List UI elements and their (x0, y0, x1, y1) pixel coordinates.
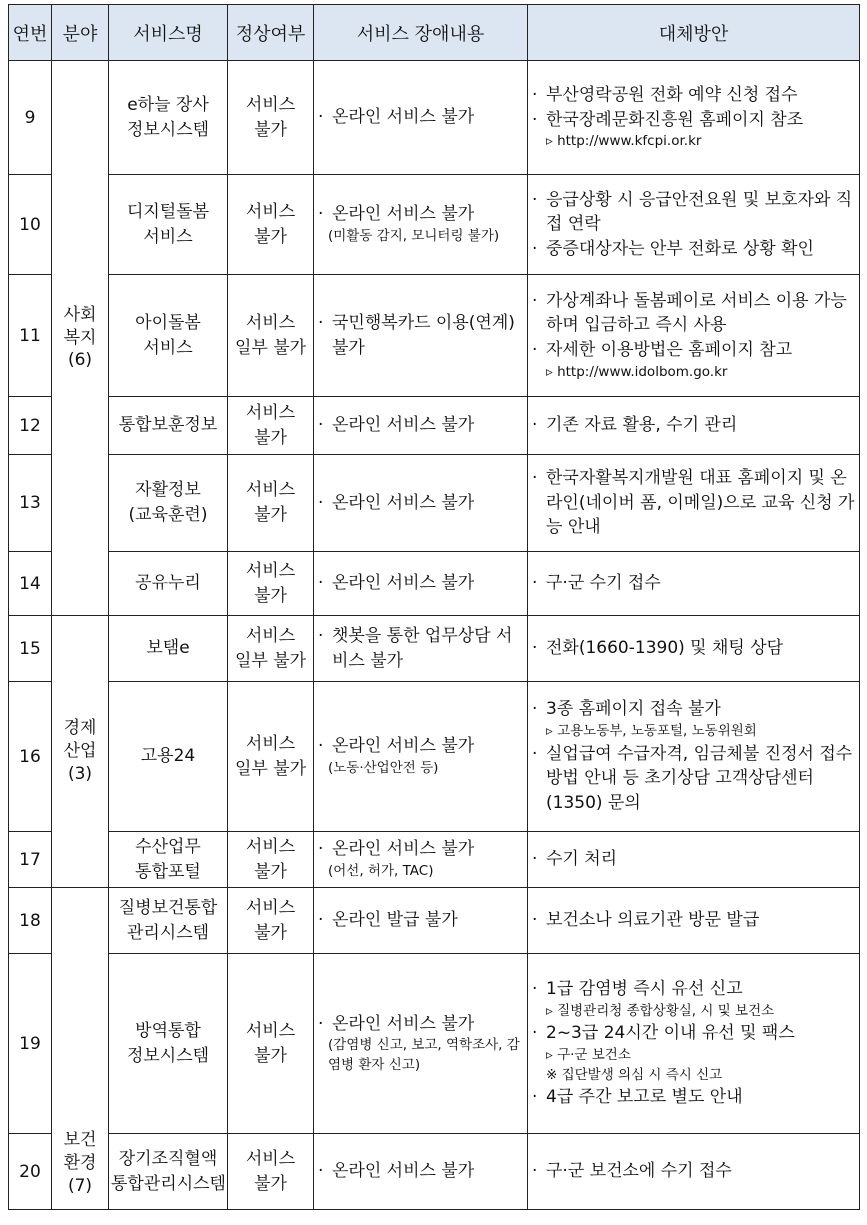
field-health: 보건 환경 (7) (52, 888, 109, 1210)
field-economy: 경제 산업 (3) (52, 616, 109, 888)
alternative: · 1급 감염병 즉시 유선 신고 ▹ 질병관리청 종합상황실, 시 및 보건소 · 2~3급 24시간 이내 유선 및 팩스 ▹ 구·군 보건소 ※ 집단발생 의심 시 즉시 신고 · 4급 주간 보고로 별도 안내 (528, 954, 860, 1134)
service-status: 서비스 일부 불가 (228, 616, 314, 682)
row-num: 15 (9, 616, 52, 682)
service-status: 서비스 불가 (228, 552, 314, 616)
alternative: · 부산영락공원 전화 예약 신청 접수 · 한국장례문화진흥원 홈페이지 참조 ▹ http://www.kfcpi.or.kr (528, 61, 860, 175)
service-name: 공유누리 (109, 552, 228, 616)
table-row (9, 61, 860, 175)
service-status: 서비스 불가 (228, 397, 314, 455)
row-num: 20 (9, 1134, 52, 1210)
table-row (9, 682, 860, 832)
alternative: · 기존 자료 활용, 수기 관리 (528, 397, 860, 455)
service-name: 질병보건통합 관리시스템 (109, 888, 228, 954)
header-status: 정상여부 (228, 5, 314, 61)
header-num: 연번 (9, 5, 52, 61)
alternative: · 3종 홈페이지 접속 불가 ▹ 고용노동부, 노동포털, 노동위원회 · 실업급여 수급자격, 임금체불 진정서 접수방법 안내 등 초기상담 고객상담센터(1350) 문의 (528, 682, 860, 832)
service-status: 서비스 불가 (228, 954, 314, 1134)
service-outage-table (8, 4, 860, 1210)
table-row (9, 616, 860, 682)
header-service-name: 서비스명 (109, 5, 228, 61)
row-num: 10 (9, 175, 52, 275)
table-row (9, 832, 860, 888)
table-row (9, 954, 860, 1134)
alternative: · 한국자활복지개발원 대표 홈페이지 및 온라인(네이버 폼, 이메일)으로 교육 신청 가능 안내 (528, 455, 860, 552)
table-row (9, 552, 860, 616)
service-status: 서비스 불가 (228, 1134, 314, 1210)
service-name: 디지털돌봄 서비스 (109, 175, 228, 275)
service-name: 통합보훈정보 (109, 397, 228, 455)
service-name: 장기조직혈액 통합관리시스템 (109, 1134, 228, 1210)
outage-content: · 온라인 서비스 불가 (314, 455, 528, 552)
alternative: · 구·군 수기 접수 (528, 552, 860, 616)
row-num: 18 (9, 888, 52, 954)
alternative: · 수기 처리 (528, 832, 860, 888)
row-num: 12 (9, 397, 52, 455)
alternative: · 보건소나 의료기관 방문 발급 (528, 888, 860, 954)
service-status: 서비스 불가 (228, 175, 314, 275)
outage-content: · 온라인 서비스 불가 (미활동 감지, 모니터링 불가) (314, 175, 528, 275)
service-name: 자활정보 (교육훈련) (109, 455, 228, 552)
service-status: 서비스 일부 불가 (228, 275, 314, 397)
service-name: 아이돌봄 서비스 (109, 275, 228, 397)
outage-content: · 온라인 서비스 불가 (노동·산업안전 등) (314, 682, 528, 832)
alternative: · 전화(1660-1390) 및 채팅 상담 (528, 616, 860, 682)
outage-content: · 온라인 서비스 불가 (어선, 허가, TAC) (314, 832, 528, 888)
service-name: e하늘 장사 정보시스템 (109, 61, 228, 175)
outage-content: · 온라인 발급 불가 (314, 888, 528, 954)
outage-content: · 온라인 서비스 불가 (314, 61, 528, 175)
header-alternative: 대체방안 (528, 5, 860, 61)
row-num: 13 (9, 455, 52, 552)
service-status: 서비스 불가 (228, 61, 314, 175)
header-outage: 서비스 장애내용 (314, 5, 528, 61)
service-name: 보탬e (109, 616, 228, 682)
table-row (9, 275, 860, 397)
row-num: 16 (9, 682, 52, 832)
service-name: 수산업무 통합포털 (109, 832, 228, 888)
outage-content: · 온라인 서비스 불가 (314, 552, 528, 616)
outage-content: · 국민행복카드 이용(연계) 불가 (314, 275, 528, 397)
service-status: 서비스 불가 (228, 888, 314, 954)
outage-content: · 온라인 서비스 불가 (감염병 신고, 보고, 역학조사, 감염병 환자 신고) (314, 954, 528, 1134)
row-num: 14 (9, 552, 52, 616)
service-status: 서비스 불가 (228, 455, 314, 552)
alternative: · 가상계좌나 돌봄페이로 서비스 이용 가능하며 입금하고 즉시 사용 · 자세한 이용방법은 홈페이지 참고 ▹ http://www.idolbom.go.kr (528, 275, 860, 397)
table-row (9, 888, 860, 954)
row-num: 11 (9, 275, 52, 397)
alternative: · 구·군 보건소에 수기 접수 (528, 1134, 860, 1210)
table-row (9, 175, 860, 275)
table-header-row (9, 5, 860, 61)
alternative: · 응급상황 시 응급안전요원 및 보호자와 직접 연락 · 중증대상자는 안부 전화로 상황 확인 (528, 175, 860, 275)
field-social: 사회 복지 (6) (52, 61, 109, 616)
service-name: 고용24 (109, 682, 228, 832)
row-num: 9 (9, 61, 52, 175)
row-num: 17 (9, 832, 52, 888)
table-row (9, 397, 860, 455)
service-status: 서비스 일부 불가 (228, 682, 314, 832)
row-num: 19 (9, 954, 52, 1134)
outage-content: · 온라인 서비스 불가 (314, 1134, 528, 1210)
outage-content: · 챗봇을 통한 업무상담 서비스 불가 (314, 616, 528, 682)
header-field: 분야 (52, 5, 109, 61)
table-row (9, 1134, 860, 1210)
service-name: 방역통합 정보시스템 (109, 954, 228, 1134)
outage-content: · 온라인 서비스 불가 (314, 397, 528, 455)
table-row (9, 455, 860, 552)
service-status: 서비스 불가 (228, 832, 314, 888)
